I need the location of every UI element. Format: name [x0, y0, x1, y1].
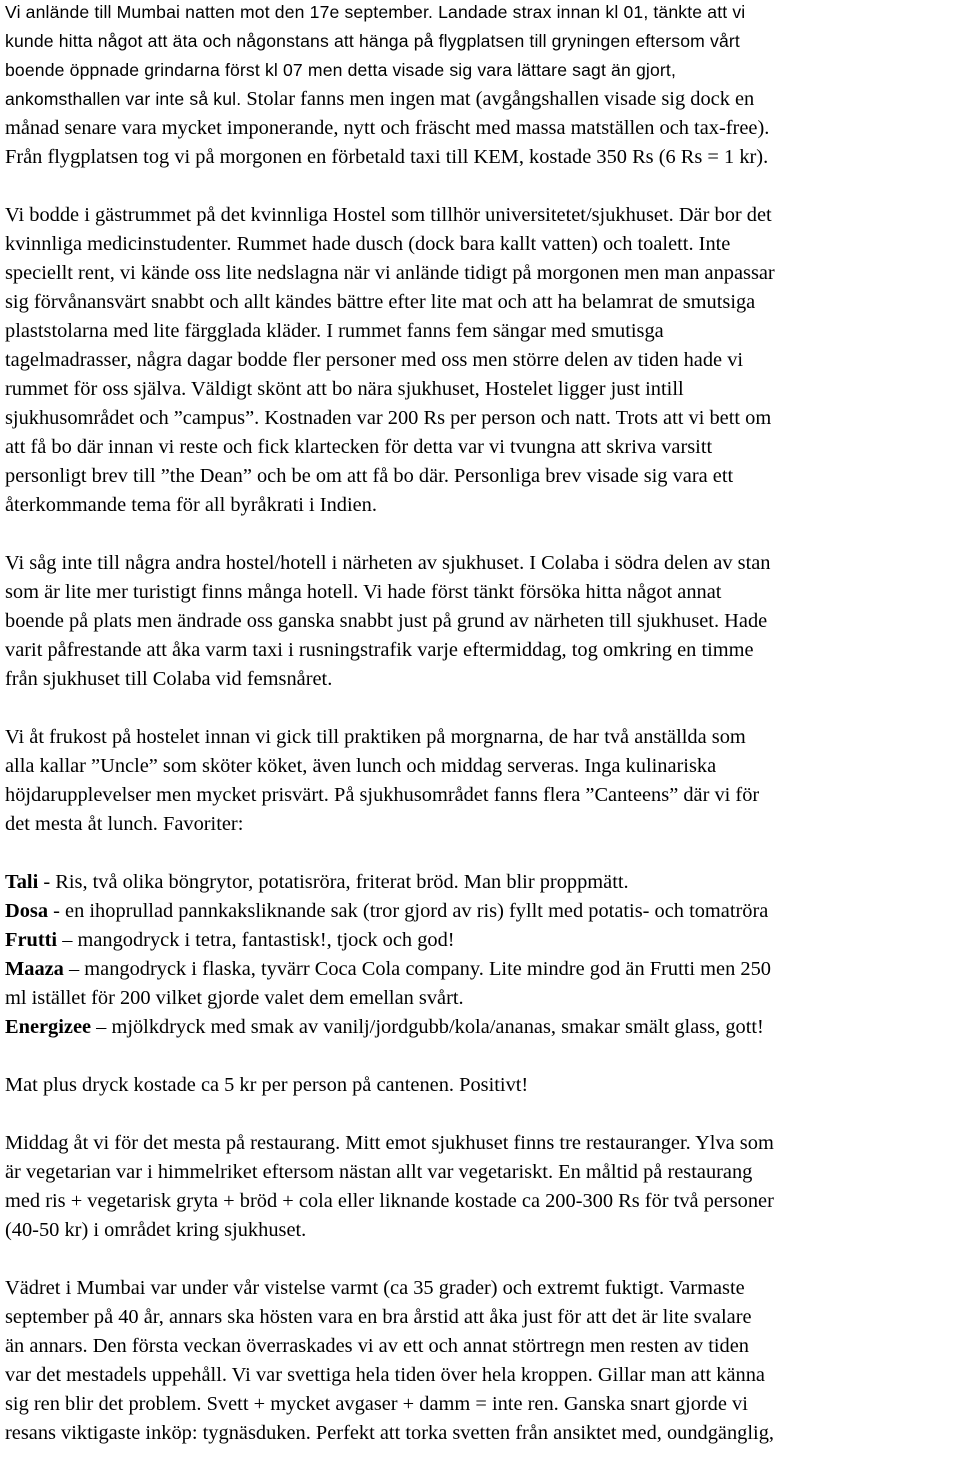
food-name: Dosa: [5, 900, 49, 922]
text-line: som är lite mer turistigt finns många hotell. Vi hade först tänkt försöka hitta något annat: [5, 581, 722, 603]
food-item-frutti: [5, 926, 957, 955]
food-item-maaza: [5, 955, 957, 984]
food-name: Frutti: [5, 929, 58, 951]
text-line: speciellt rent, vi kände oss lite nedslagna när vi anlände tidigt på morgonen men man anpassar: [5, 262, 775, 284]
text-span: ankomsthallen var inte så kul.: [5, 89, 247, 109]
text-line: Vi åt frukost på hostelet innan vi gick till praktiken på morgnarna, de har två anställda som: [5, 726, 746, 748]
text-line: än annars. Den första veckan överraskades vi av ett och annat störtregn men resten av tiden: [5, 1335, 749, 1357]
text-span: Landade strax innan kl 01, tänkte att vi: [438, 2, 746, 22]
text-line: med ris + vegetarisk gryta + bröd + cola eller liknande kostade ca 200-300 Rs för två personer: [5, 1190, 774, 1212]
food-description: – mangodryck i flaska, tyvärr Coca Cola company. Lite mindre god än Frutti men 250: [63, 958, 771, 980]
paragraph-weather: [5, 1274, 957, 1448]
paragraph-food: [5, 723, 957, 839]
text-line: månad senare vara mycket imponerande, nytt och fräscht med massa matställen och tax-free).: [5, 117, 770, 139]
text-line: boende öppnade grindarna först kl 07 men detta visade sig vara lättare sagt än gjort,: [5, 60, 676, 80]
text-line: var det mestadels uppehåll. Vi var svettiga hela tiden över hela kroppen. Gillar man att känna: [5, 1364, 765, 1386]
text-line: kunde hitta något att äta och någonstans att hänga på flygplatsen till gryningen eftersom vårt: [5, 31, 740, 51]
document-page: [5, 0, 957, 1477]
text-line: plaststolarna med lite färgglada kläder. I rummet fanns fem sängar med smutisga: [5, 320, 664, 342]
food-item-maaza-cont: ml istället för 200 vilket gjorde valet dem emellan svårt.: [5, 987, 464, 1009]
food-name: Maaza: [5, 958, 64, 980]
text-line: alla kallar ”Uncle” som sköter köket, även lunch och middag serveras. Inga kulinariska: [5, 755, 717, 777]
food-description: – mjölkdryck med smak av vanilj/jordgubb/kola/ananas, smakar smält glass, gott!: [91, 1016, 764, 1038]
food-list: [5, 868, 957, 1042]
food-description: – mangodryck i tetra, fantastisk!, tjock och god!: [57, 929, 455, 951]
text-line: resans viktigaste inköp: tygnäsduken. Perfekt att torka svetten från ansiktet med, oundgänglig,: [5, 1422, 774, 1444]
text-line: återkommande tema för all byråkrati i Indien.: [5, 494, 377, 516]
food-item-energizee: [5, 1013, 957, 1042]
text-line: sjukhusområdet och ”campus”. Kostnaden var 200 Rs per person och natt. Trots att vi bett om: [5, 407, 772, 429]
text-line: kvinnliga medicinstudenter. Rummet hade dusch (dock bara kallt vatten) och toalett. Inte: [5, 233, 731, 255]
food-name: Energizee: [5, 1016, 92, 1038]
text-line: Från flygplatsen tog vi på morgonen en förbetald taxi till KEM, kostade 350 Rs (6 Rs = 1 kr).: [5, 146, 769, 168]
text-line: tagelmadrasser, några dagar bodde fler personer med oss men större delen av tiden hade vi: [5, 349, 744, 371]
food-name: Tali: [5, 871, 39, 893]
text-line: sig förvånansvärt snabbt och allt kändes bättre efter lite mat och att ha belamrat de smutsiga: [5, 291, 756, 313]
text-line: [5, 0, 957, 27]
text-line: [5, 85, 957, 114]
text-span: Vi anlände till Mumbai natten mot den 17e september.: [5, 2, 439, 22]
text-line: (40-50 kr) i området kring sjukhuset.: [5, 1219, 307, 1241]
text-line: sig ren blir det problem. Svett + mycket avgaser + damm = inte ren. Ganska snart gjorde vi: [5, 1393, 748, 1415]
food-item-dosa: [5, 897, 957, 926]
text-line: är vegetarian var i himmelriket eftersom nästan allt var vegetariskt. En måltid på restaurang: [5, 1161, 753, 1183]
text-line: Mat plus dryck kostade ca 5 kr per person på cantenen. Positivt!: [5, 1074, 529, 1096]
text-line: Vädret i Mumbai var under vår vistelse varmt (ca 35 grader) och extremt fuktigt. Varmaste: [5, 1277, 745, 1299]
paragraph-accommodation: [5, 201, 957, 520]
text-span: Stolar fanns men ingen mat (avgångshallen visade sig dock en: [246, 88, 755, 110]
text-line: Vi bodde i gästrummet på det kvinnliga Hostel som tillhör universitetet/sjukhuset. Där bor det: [5, 204, 772, 226]
text-line: att få bo där innan vi reste och fick klartecken för detta var vi tvungna att skriva varsitt: [5, 436, 713, 458]
paragraph-arrival: [5, 0, 957, 172]
food-item-tali: [5, 868, 957, 897]
text-line: från sjukhuset till Colaba vid femsnåret.: [5, 668, 333, 690]
text-line: personligt brev till ”the Dean” och be om att få bo där. Personliga brev visade sig vara ett: [5, 465, 734, 487]
text-line: det mesta åt lunch. Favoriter:: [5, 813, 244, 835]
text-line: varit påfrestande att åka varm taxi i rusningstrafik varje eftermiddag, tog omkring en timme: [5, 639, 754, 661]
text-line: höjdarupplevelser men mycket prisvärt. På sjukhusområdet fanns flera ”Canteens” där vi för: [5, 784, 760, 806]
text-line: boende på plats men ändrade oss ganska snabbt just på grund av närheten till sjukhuset. Hade: [5, 610, 768, 632]
text-line: Vi såg inte till några andra hostel/hotell i närheten av sjukhuset. I Colaba i södra delen av stan: [5, 552, 771, 574]
food-description: - Ris, två olika böngrytor, potatisröra, friterat bröd. Man blir proppmätt.: [38, 871, 629, 893]
text-line: Middag åt vi för det mesta på restaurang. Mitt emot sjukhuset finns tre restauranger. Ylva som: [5, 1132, 774, 1154]
paragraph-hotels: [5, 549, 957, 694]
paragraph-dinner: [5, 1129, 957, 1245]
food-description: - en ihoprullad pannkaksliknande sak (tror gjord av ris) fyllt med potatis- och tomatröra: [48, 900, 769, 922]
paragraph-price: [5, 1071, 957, 1100]
text-line: september på 40 år, annars ska hösten vara en bra årstid att åka just för att det är lite svalare: [5, 1306, 752, 1328]
text-line: rummet för oss själva. Väldigt skönt att bo nära sjukhuset, Hostelet ligger just intill: [5, 378, 684, 400]
